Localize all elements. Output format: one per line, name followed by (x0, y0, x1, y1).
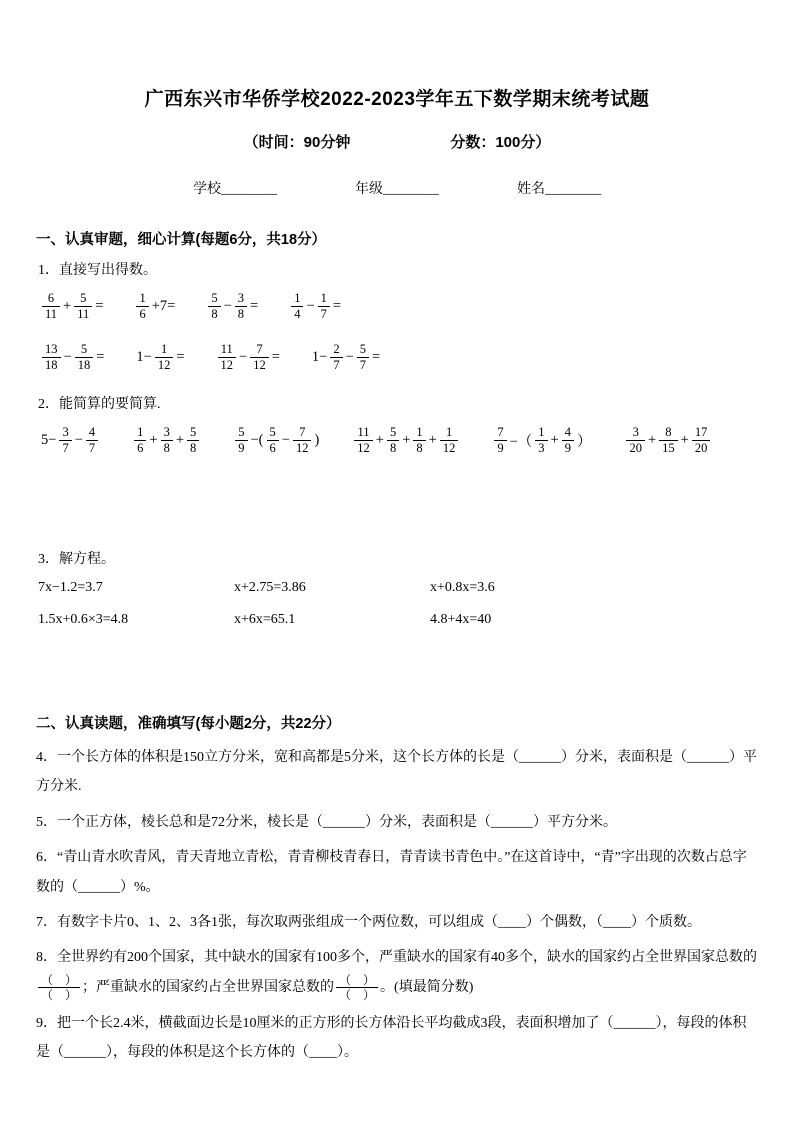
fraction (336, 973, 378, 1003)
fraction-denominator: 6 (269, 441, 276, 455)
fraction (626, 425, 645, 456)
math-operator: −( (250, 432, 264, 448)
fraction (318, 291, 330, 322)
fraction (387, 425, 399, 456)
fraction (267, 425, 279, 456)
fraction-numerator: 1 (134, 425, 146, 441)
fraction-denominator: 11 (77, 307, 90, 321)
fraction-denominator: 3 (538, 441, 545, 455)
fraction (659, 425, 678, 456)
question3-row2 (38, 612, 758, 628)
fraction-denominator: 18 (77, 358, 91, 372)
math-operator: − (74, 432, 83, 448)
fraction-denominator: 12 (442, 441, 456, 455)
question2-label: 2．能简算的要简算. (38, 397, 161, 412)
fraction (440, 425, 459, 456)
student-info-line (36, 178, 758, 198)
fraction-numerator: 11 (218, 342, 237, 358)
score-label: 分数：100分） (450, 134, 551, 151)
equation: 1.5x+0.6×3=4.8 (38, 612, 129, 627)
fraction-denominator: 8 (163, 441, 170, 455)
fraction-numerator: 5 (357, 342, 369, 358)
math-operator: 1− (136, 349, 152, 365)
math-expression (40, 425, 100, 456)
fraction (187, 425, 199, 456)
fraction-denominator: 7 (88, 441, 96, 455)
page-title: 广西东兴市华侨学校2022-2023学年五下数学期末统考试题 (144, 89, 650, 110)
math-operator: − (223, 298, 232, 314)
fraction-denominator: 7 (320, 307, 327, 321)
question1-label: 1．直接写出得数。 (38, 263, 157, 278)
fraction (208, 291, 220, 322)
fraction-denominator: 8 (190, 441, 197, 455)
fraction (330, 342, 342, 373)
math-operator: + (428, 432, 437, 448)
section1-heading: 一、认真审题，细心计算(每题6分，共18分） (36, 232, 327, 248)
math-operator: −（ (509, 434, 533, 450)
fraction (357, 342, 369, 373)
section2-heading: 二、认真读题，准确填写(每小题2分，共22分） (36, 716, 341, 732)
grade-field: 年级________ (355, 182, 439, 197)
equation: 4.8+4x=40 (430, 612, 492, 627)
fraction-denominator: 8 (211, 307, 218, 321)
fraction (692, 425, 711, 456)
math-expression (492, 425, 592, 456)
fraction-numerator: 8 (659, 425, 678, 441)
math-expression (289, 291, 342, 322)
math-operator: + (175, 432, 184, 448)
question4-text: 4．一个长方体的体积是150立方分米，宽和高都是5分米，这个长方体的长是（______）分米，表面积是（______）平方分米. (36, 750, 757, 795)
exam-meta (36, 131, 758, 152)
equation: x+0.8x=3.6 (430, 580, 495, 595)
question9-text: 9．把一个长2.4米，横截面边长是10厘米的正方形的长方体沿长平均截成3段，表面积增加了（______），每段的体积是（______），每段的体积是这个长方体的（____）。 (36, 1015, 747, 1060)
fraction-numerator: 7 (250, 342, 269, 358)
fraction (75, 342, 94, 373)
math-operator: + (550, 432, 559, 448)
fraction-denominator: 9 (238, 441, 245, 455)
equation: x+6x=65.1 (234, 612, 296, 627)
fraction (38, 973, 80, 1003)
math-operator: − (345, 349, 354, 365)
fraction (161, 425, 173, 456)
math-operator: + (680, 432, 689, 448)
fraction-numerator: 5 (75, 342, 94, 358)
school-field: 学校________ (193, 182, 277, 197)
question2-row (40, 425, 758, 456)
fraction-denominator: 12 (253, 358, 266, 372)
math-operator: ） (576, 434, 592, 450)
fraction-denominator: 4 (294, 307, 301, 321)
fraction-denominator: 18 (45, 358, 58, 372)
fraction-numerator: （ ） (38, 973, 80, 988)
fraction-numerator: 1 (318, 291, 330, 307)
fraction-denominator: 15 (662, 441, 675, 455)
fraction-numerator: 7 (293, 425, 312, 441)
fraction-denominator: 9 (497, 441, 504, 455)
math-operator: − (63, 349, 72, 365)
fraction-denominator: 7 (333, 358, 340, 372)
math-operator: + (63, 298, 72, 314)
fraction-numerator: 5 (187, 425, 199, 441)
math-operator: 5− (41, 432, 57, 448)
fraction-numerator: 3 (59, 425, 71, 441)
fraction-denominator: 20 (629, 441, 642, 455)
fraction (74, 291, 92, 322)
fraction-numerator: 1 (136, 291, 148, 307)
fraction-numerator: 5 (208, 291, 220, 307)
name-field: 姓名________ (517, 182, 601, 197)
math-operator: − (306, 298, 315, 314)
fraction-numerator: 5 (74, 291, 92, 307)
math-operator: = (96, 349, 105, 365)
fraction (293, 425, 312, 456)
question5-text: 5．一个正方体，棱长总和是72分米，棱长是（______）分米，表面积是（______）平方分米。 (36, 814, 617, 830)
fraction-denominator: 20 (694, 441, 708, 455)
fraction-numerator: 17 (692, 425, 711, 441)
fraction-numerator: 3 (626, 425, 645, 441)
question3-row1 (38, 580, 758, 596)
fraction-numerator: 5 (267, 425, 279, 441)
fraction-numerator: 5 (235, 425, 247, 441)
math-expression (40, 342, 105, 373)
fraction (562, 425, 574, 456)
math-operator: ) (314, 432, 320, 448)
fraction-numerator: 5 (387, 425, 399, 441)
fraction (291, 291, 303, 322)
fraction-denominator: 12 (220, 358, 233, 372)
fraction (86, 425, 98, 456)
fraction-denominator: （ ） (41, 988, 78, 1003)
fraction (250, 342, 269, 373)
fraction-numerator: 11 (354, 425, 373, 441)
fraction (535, 425, 547, 456)
math-operator: = (176, 349, 185, 365)
math-operator: + (149, 432, 158, 448)
question8-text (36, 943, 758, 1002)
math-expression (624, 425, 712, 456)
fraction-denominator: 11 (45, 307, 58, 321)
math-operator: − (281, 432, 290, 448)
math-operator: ；严重缺水的国家约占全世界国家总数的 (82, 979, 335, 995)
math-expression (216, 342, 281, 373)
math-expression (206, 291, 259, 322)
fraction-numerator: 1 (535, 425, 547, 441)
fraction (354, 425, 373, 456)
equation: x+2.75=3.86 (234, 580, 306, 595)
math-operator: − (239, 349, 248, 365)
fraction-denominator: 7 (359, 358, 366, 372)
fraction-numerator: 6 (42, 291, 60, 307)
fraction-numerator: 13 (42, 342, 61, 358)
blank-work-area (36, 644, 758, 700)
math-expression (135, 342, 185, 373)
fraction-denominator: 8 (389, 441, 397, 455)
math-operator: + (375, 432, 384, 448)
fraction (42, 342, 61, 373)
question1-row2 (40, 342, 758, 373)
fraction-denominator: 12 (295, 441, 309, 455)
fraction (42, 291, 60, 322)
fraction-numerator: 1 (440, 425, 459, 441)
fraction (136, 291, 148, 322)
math-operator: = (271, 349, 280, 365)
question6-text: 6．“青山青水吹青风，青天青地立青松，青青柳枝青春日，青青读书青色中。”在这首诗中，“青”字出现的次数占总字数的（______）%。 (36, 850, 747, 895)
fraction-numerator: 4 (86, 425, 98, 441)
fraction-numerator: 4 (562, 425, 574, 441)
fraction-numerator: 7 (494, 425, 506, 441)
math-operator: = (372, 349, 381, 365)
fraction-numerator: 3 (235, 291, 247, 307)
fraction-numerator: 3 (161, 425, 173, 441)
time-label: （时间：90分钟 (243, 134, 351, 151)
math-operator: 1− (311, 349, 328, 365)
fraction-denominator: 8 (237, 307, 245, 321)
fraction-numerator: 2 (330, 342, 342, 358)
math-operator: + (647, 432, 657, 448)
fraction-denominator: 6 (139, 307, 146, 321)
fraction (235, 291, 247, 322)
fraction (235, 425, 247, 456)
math-operator: + (402, 432, 411, 448)
fraction (218, 342, 237, 373)
fraction-denominator: 8 (416, 441, 423, 455)
fraction-numerator: （ ） (336, 973, 378, 988)
math-operator: 。(填最简分数) (380, 979, 474, 995)
fraction (59, 425, 71, 456)
math-operator: = (332, 298, 342, 314)
fraction-numerator: 1 (413, 425, 425, 441)
math-operator: = (95, 298, 104, 314)
math-operator: = (250, 298, 259, 314)
blank-work-area (36, 460, 758, 544)
fraction-numerator: 1 (155, 342, 174, 358)
fraction-denominator: 9 (564, 441, 571, 455)
math-expression (233, 425, 320, 456)
question1-row1 (40, 291, 758, 322)
fraction-denominator: 12 (157, 358, 171, 372)
math-operator: 8．全世界约有200个国家，其中缺水的国家有100多个，严重缺水的国家有40多个，缺水的国家约占全世界国家总数的 (36, 950, 757, 966)
math-operator: +7= (151, 298, 176, 314)
math-expression (40, 291, 104, 322)
fraction-numerator: 1 (291, 291, 303, 307)
fraction (413, 425, 425, 456)
fraction (155, 342, 174, 373)
math-expression (134, 291, 176, 322)
fraction (494, 425, 506, 456)
question3-label: 3．解方程。 (38, 552, 115, 567)
fraction-denominator: 7 (62, 441, 69, 455)
fraction-denominator: （ ） (339, 988, 376, 1003)
math-expression (311, 342, 381, 373)
fraction-denominator: 6 (137, 441, 144, 455)
equation: 7x−1.2=3.7 (38, 580, 103, 595)
fraction-denominator: 12 (357, 441, 370, 455)
math-expression (352, 425, 460, 456)
question7-text: 7．有数字卡片0、1、2、3各1张，每次取两张组成一个两位数，可以组成（____）个偶数，（____）个质数。 (36, 914, 701, 930)
fraction (134, 425, 146, 456)
math-expression (132, 425, 201, 456)
